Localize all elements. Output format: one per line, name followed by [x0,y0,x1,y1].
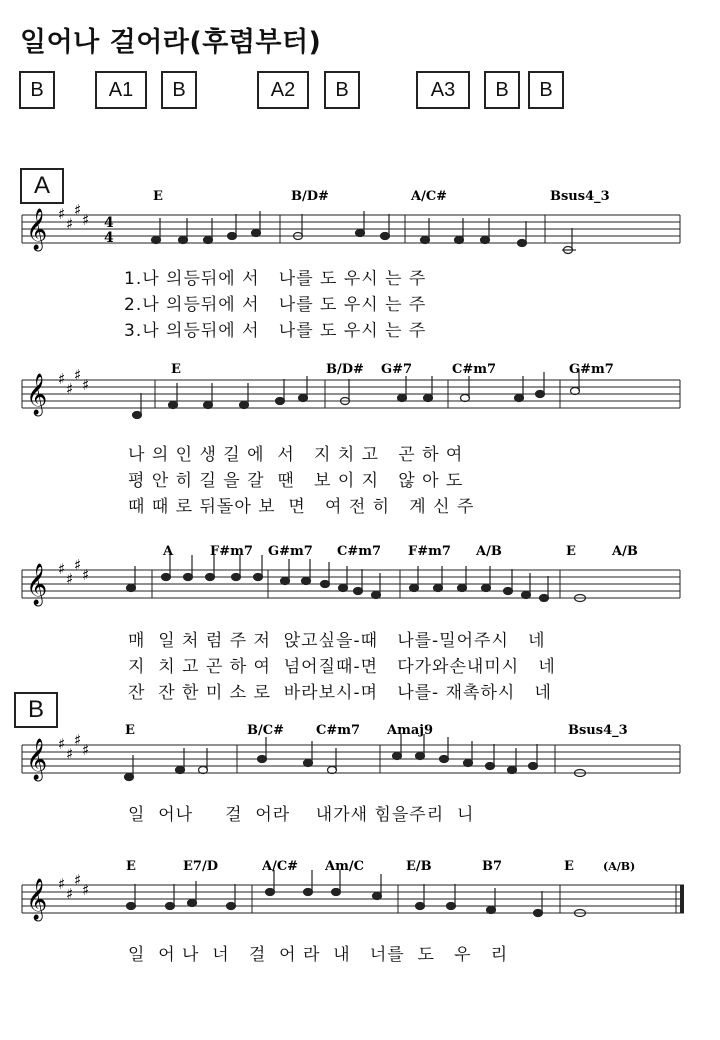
chord-symbol: E [566,544,576,559]
chord-symbol: A/B [612,544,638,559]
order-box: B [484,71,520,109]
lyric-line: 3.나 의등뒤에 서 나를 도 우시 는 주 [124,321,427,341]
notes [152,211,577,254]
chord-symbol: E7/D [183,859,218,874]
svg-text:♯: ♯ [58,370,66,388]
notes [127,870,586,917]
svg-text:♯: ♯ [82,211,90,229]
svg-text:♯: ♯ [74,366,82,384]
music-staff-system-3 [0,540,720,620]
order-box: B [324,71,360,109]
svg-text:♯: ♯ [58,560,66,578]
section-label-b: B [14,692,58,728]
music-staff-system-5 [0,855,720,935]
order-box: B [528,71,564,109]
chord-symbol: Bsus4_3 [568,723,628,738]
music-staff-system-4 [0,715,720,795]
chord-symbol: G#m7 [268,544,313,559]
svg-text:♯: ♯ [82,566,90,584]
music-staff-system-1 [0,185,720,265]
order-box: A2 [257,71,309,109]
svg-text:♯: ♯ [82,741,90,759]
treble-clef-icon: 𝄞 [26,209,48,250]
chord-symbol: E/B [406,859,432,874]
svg-text:♯: ♯ [74,871,82,889]
svg-text:♯: ♯ [58,875,66,893]
chord-symbol: E [125,723,135,738]
chord-symbol: B/D# [291,189,329,204]
order-box: B [161,71,197,109]
chord-symbol: E [564,859,574,874]
chord-symbol: G#7 [381,362,413,377]
svg-text:♯: ♯ [74,731,82,749]
chord-symbol: A/C# [262,859,299,874]
chord-symbol: B/C# [247,723,284,738]
treble-clef-icon: 𝄞 [26,564,48,605]
lyric-line: 잔 잔 한 미 소 로 바라보시-며 나를- 재촉하시 네 [128,683,552,703]
svg-text:♯: ♯ [58,205,66,223]
music-staff-system-2 [0,350,720,430]
svg-text:♯: ♯ [58,735,66,753]
order-box: B [19,71,55,109]
treble-clef-icon: 𝄞 [26,374,48,415]
lyric-line: 일 어나 걸 어라 내가새 힘을주리 니 [128,805,475,825]
key-signature-sharps [58,366,89,398]
chord-symbol: C#m7 [452,362,497,377]
section-label-a: A [20,168,64,204]
time-signature-bottom: 4 [104,230,114,246]
notes [127,555,586,602]
lyric-line: 1.나 의등뒤에 서 나를 도 우시 는 주 [124,269,427,289]
svg-text:♯: ♯ [66,885,74,903]
final-barline [680,885,684,913]
chord-symbol: C#m7 [337,544,382,559]
key-signature-sharps [58,556,89,588]
chord-symbol: F#m7 [210,544,253,559]
chord-symbol: G#m7 [569,362,614,377]
svg-text:♯: ♯ [82,881,90,899]
treble-clef-icon: 𝄞 [26,739,48,780]
svg-text:♯: ♯ [74,556,82,574]
svg-text:♯: ♯ [66,215,74,233]
notes [125,734,586,781]
chord-symbol: B7 [482,859,503,874]
song-title: 일어나 걸어라(후렴부터) [20,27,322,58]
svg-text:♯: ♯ [66,570,74,588]
treble-clef-icon: 𝄞 [26,879,48,920]
lyric-line: 2.나 의등뒤에 서 나를 도 우시 는 주 [124,295,427,315]
svg-text:♯: ♯ [82,376,90,394]
svg-text:♯: ♯ [66,380,74,398]
chord-symbol: E [171,362,181,377]
svg-text:♯: ♯ [66,745,74,763]
chord-symbol: A [163,544,174,559]
time-signature-top: 4 [104,215,114,231]
chord-symbol: B/D# [326,362,364,377]
lyric-line: 때 때 로 뒤돌아 보 면 여 전 히 계 신 주 [128,497,475,517]
chord-symbol: F#m7 [408,544,451,559]
chord-symbol: Bsus4_3 [550,189,610,204]
chord-symbol: C#m7 [316,723,361,738]
order-box: A1 [95,71,147,109]
lyric-line: 나 의 인 생 길 에 서 지 치 고 곤 하 여 [128,445,464,465]
chord-symbol: (A/B) [603,860,636,873]
lyric-line: 평 안 히 길 을 갈 땐 보 이 지 않 아 도 [128,471,464,491]
chord-symbol: E [126,859,136,874]
chord-symbol: Am/C [325,859,364,874]
key-signature-sharps [58,201,89,233]
chord-symbol: E [153,189,163,204]
chord-symbol: A/B [476,544,502,559]
key-signature-sharps [58,731,89,763]
lyric-line: 일 어 나 너 걸 어 라 내 너를 도 우 리 [128,945,509,965]
key-signature-sharps [58,871,89,903]
lyric-line: 지 치 고 곤 하 여 넘어질때-면 다가와손내미시 네 [128,657,556,677]
chord-symbol: Amaj9 [387,723,434,738]
order-box: A3 [416,71,470,109]
svg-text:♯: ♯ [74,201,82,219]
lyric-line: 매 일 처 럼 주 저 앉고싶을-때 나를-밀어주시 네 [128,631,546,651]
chord-symbol: A/C# [411,189,448,204]
